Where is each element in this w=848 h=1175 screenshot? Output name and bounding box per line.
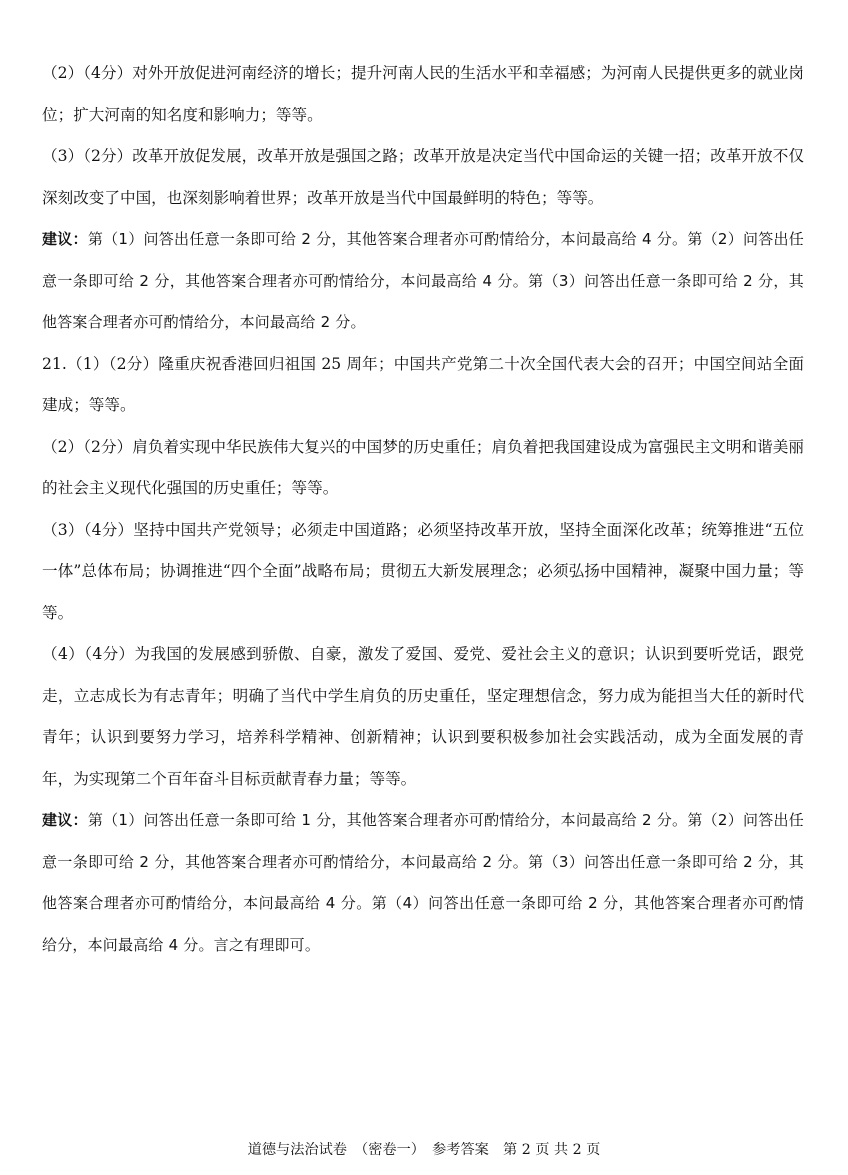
suggestion-label: 建议：	[42, 811, 88, 829]
answer-21-4: （4）（4分）为我国的发展感到骄傲、自豪，激发了爱国、爱党、爱社会主义的意识；认识到要听党话，跟党走，立志成长为有志青年；明确了当代中学生肩负的历史重任，坚定理想信念，努力成为能担当大任的新时代青年；认识到要努力学习，培养科学精神、创新精神；认识到要积极参加社会实践活动，成为全面发展的青年，为实现第二个百年奋斗目标贡献青春力量；等等。	[42, 645, 804, 788]
answer-20-3: （3）（2分）改革开放促发展，改革开放是强国之路；改革开放是决定当代中国命运的关键一招；改革开放不仅深刻改变了中国，也深刻影响着世界；改革开放是当代中国最鲜明的特色；等等。	[42, 147, 804, 207]
scoring-suggestion-21	[42, 800, 804, 966]
answer-21-2: （2）（2分）肩负着实现中华民族伟大复兴的中国梦的历史重任；肩负着把我国建设成为富强民主文明和谐美丽的社会主义现代化强国的历史重任；等等。	[42, 437, 804, 497]
page-footer: 道德与法治试卷 （密卷一） 参考答案 第 2 页 共 2 页	[247, 1142, 601, 1158]
scoring-suggestion-20	[42, 219, 804, 344]
answer-content	[42, 53, 804, 966]
answer-21-3: （3）（4分）坚持中国共产党领导；必须走中国道路；必须坚持改革开放，坚持全面深化改革；统筹推进“五位一体”总体布局；协调推进“四个全面”战略布局；贯彻五大新发展理念；必须弘扬中国精神，凝聚中国力量；等等。	[42, 520, 804, 622]
suggestion-text: 第（1）问答出任意一条即可给 2 分，其他答案合理者亦可酌情给分，本问最高给 4 分。第（2）问答出任意一条即可给 2 分，其他答案合理者亦可酌情给分，本问最高给 4 分。第（3）问答出任意一条即可给 2 分，其他答案合理者亦可酌情给分，本问最高给 2 分。	[42, 230, 805, 331]
suggestion-text: 第（1）问答出任意一条即可给 1 分，其他答案合理者亦可酌情给分，本问最高给 2 分。第（2）问答出任意一条即可给 2 分，其他答案合理者亦可酌情给分，本问最高给 2 分。第（3）问答出任意一条即可给 2 分，其他答案合理者亦可酌情给分，本问最高给 4 分。第（4）问答出任意一条即可给 2 分，其他答案合理者亦可酌情给分，本问最高给 4 分。言之有理即可。	[42, 811, 805, 954]
suggestion-label: 建议：	[42, 230, 88, 248]
answer-20-2: （2）（4分）对外开放促进河南经济的增长；提升河南人民的生活水平和幸福感；为河南人民提供更多的就业岗位；扩大河南的知名度和影响力；等等。	[42, 64, 804, 124]
answer-21-1: 21.（1）（2分）隆重庆祝香港回归祖国 25 周年；中国共产党第二十次全国代表大会的召开；中国空间站全面建成；等等。	[42, 354, 804, 414]
